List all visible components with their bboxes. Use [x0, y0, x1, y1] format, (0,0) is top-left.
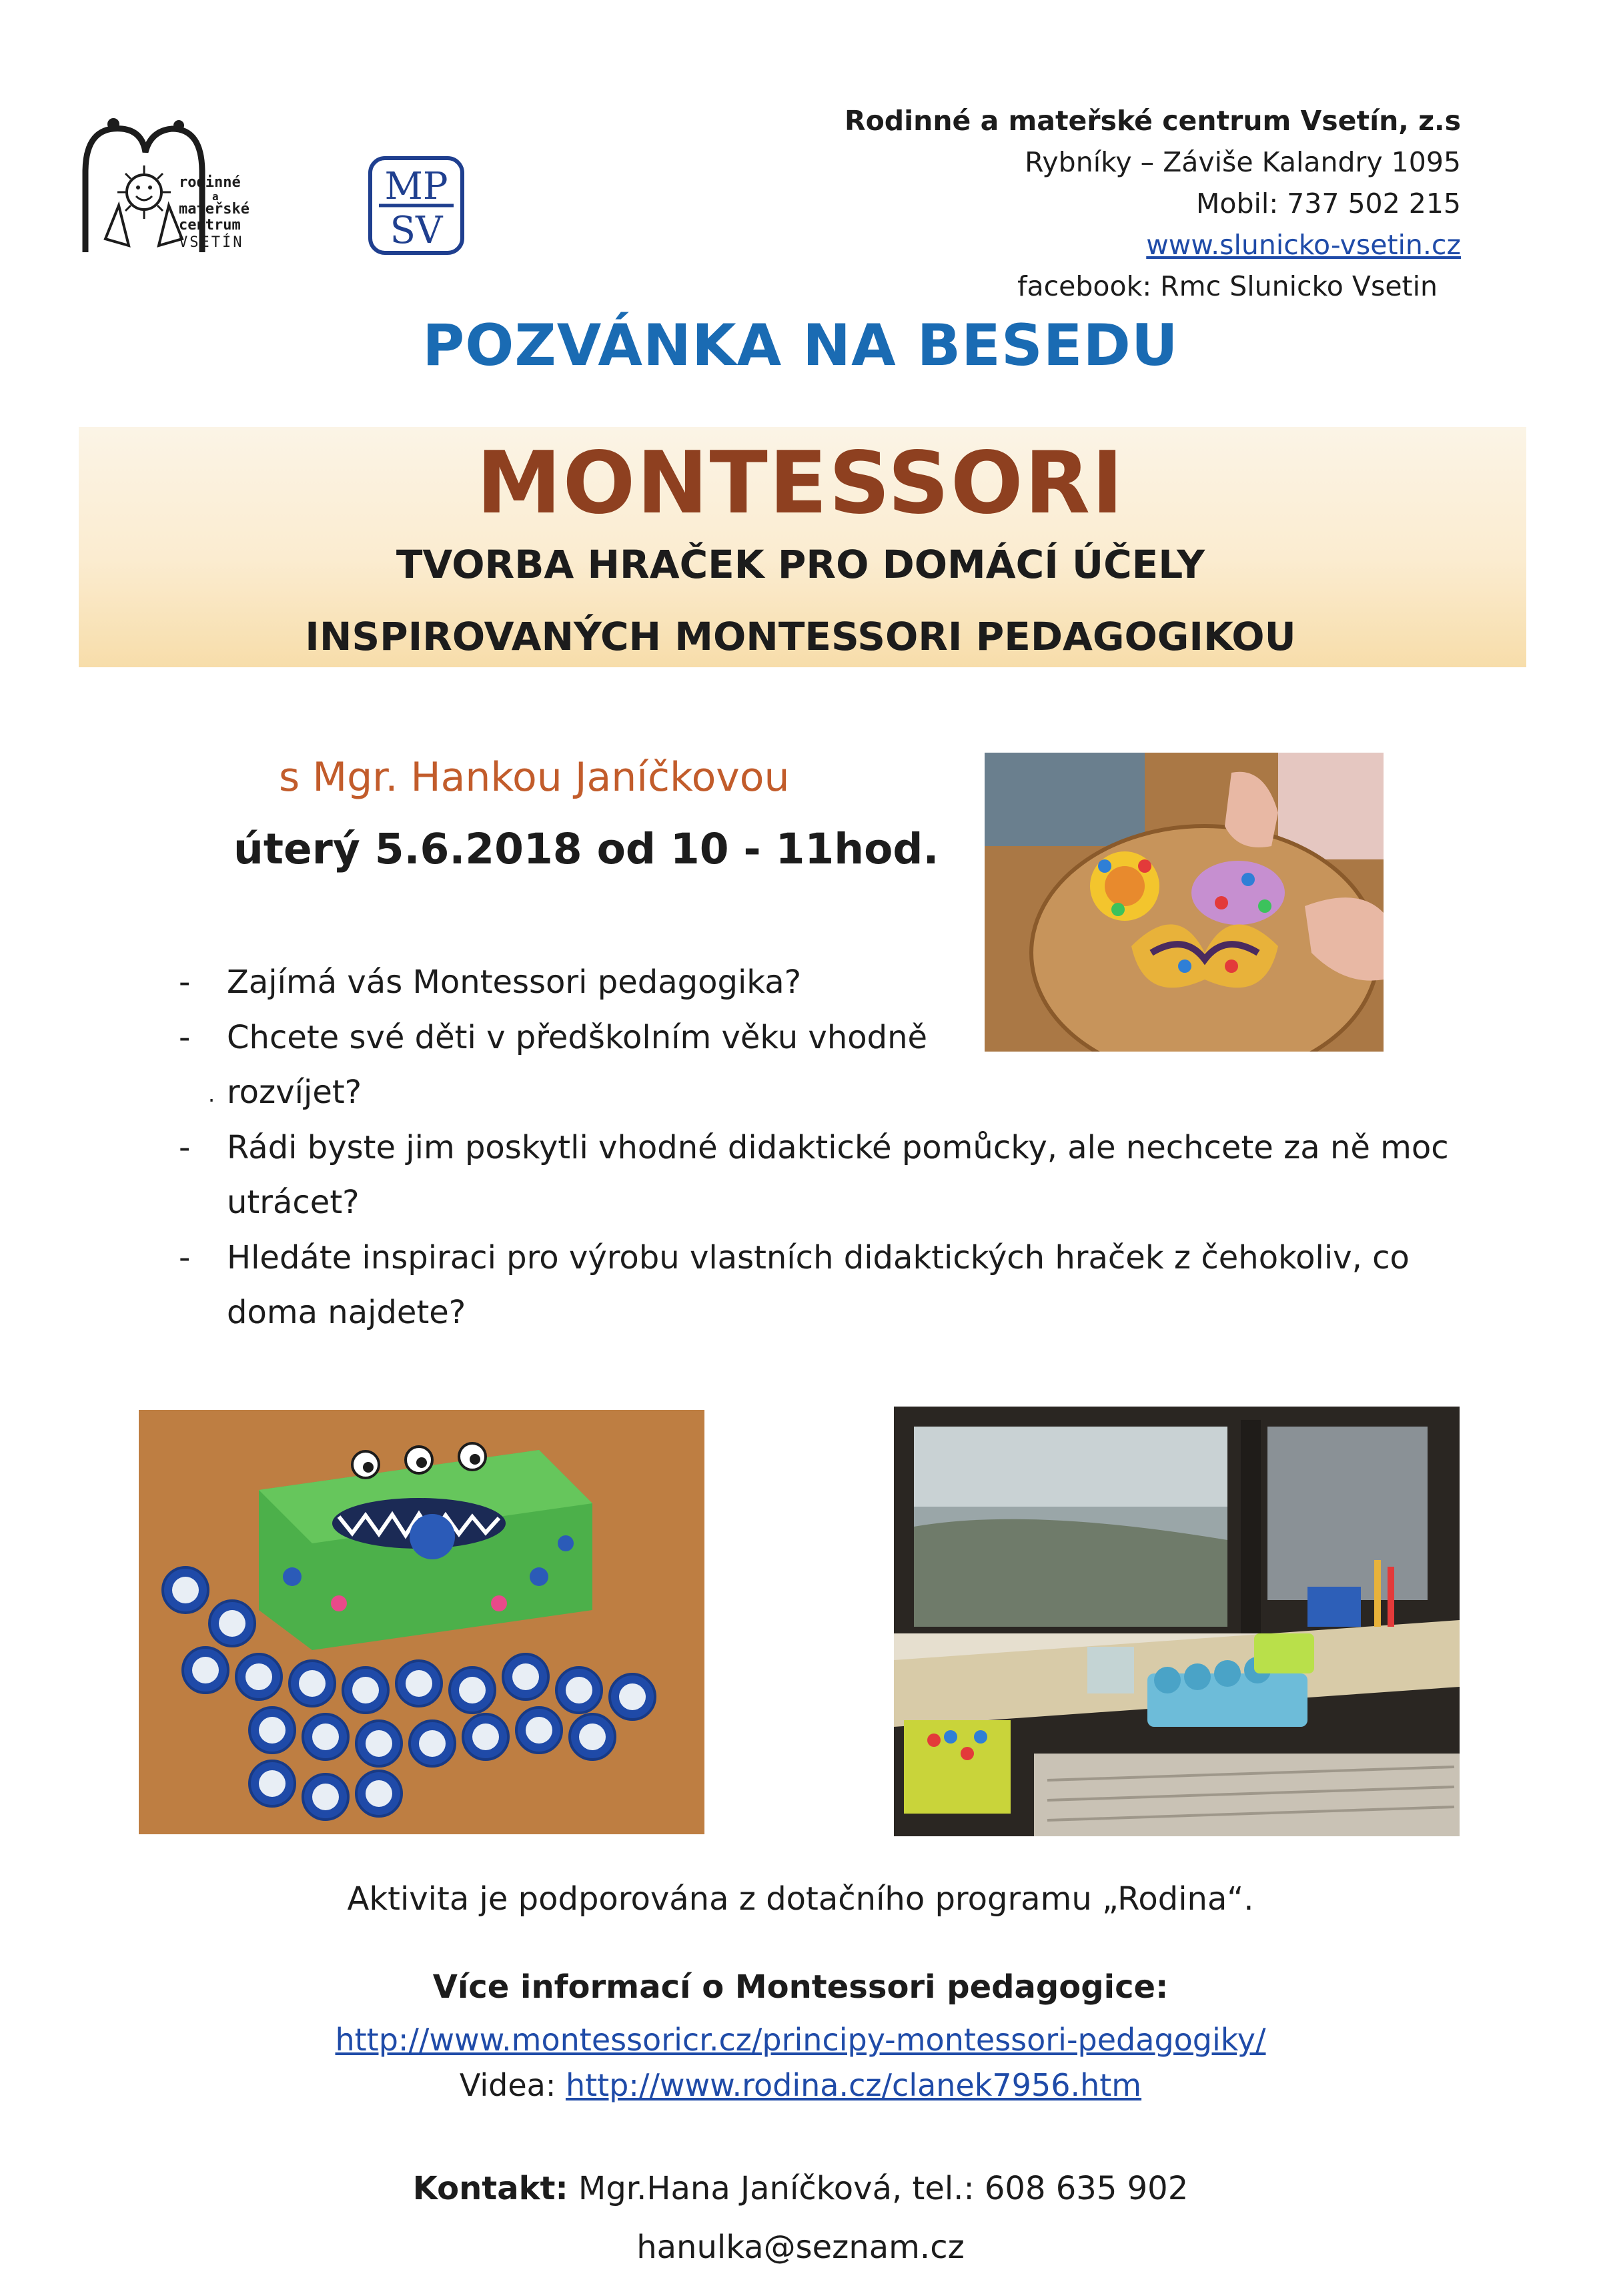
contact-label: Kontakt:: [412, 2170, 568, 2207]
logo-line-2: a: [212, 190, 219, 203]
contact-details: Mgr.Hana Janíčková, tel.: 608 635 902: [568, 2170, 1189, 2207]
mpsv-logo: [368, 156, 464, 255]
bullet-dash: -: [179, 1239, 191, 1276]
bullet-4-line-2: doma najdete?: [227, 1294, 466, 1331]
montessori-info-link[interactable]: http://www.montessoricr.cz/principy-montessori-pedagogiky/: [335, 2022, 1266, 2058]
org-address: Rybníky – Záviše Kalandry 1095: [1025, 146, 1461, 178]
org-website-link[interactable]: www.slunicko-vsetin.cz: [1146, 229, 1461, 261]
banner-title: MONTESSORI: [476, 434, 1125, 533]
logo-line-3: mateřské: [179, 201, 249, 218]
photo-monster-box-letter-caps: [139, 1410, 704, 1834]
video-line: [0, 2067, 1601, 2103]
more-info-title: Více informací o Montessori pedagogice:: [432, 1968, 1169, 2006]
logo-mpsv-top: MP: [384, 165, 448, 208]
org-mobile: Mobil: 737 502 215: [1196, 187, 1461, 220]
bullet-4-line-1: Hledáte inspiraci pro výrobu vlastních didaktických hraček z čehokoliv, co: [227, 1239, 1410, 1276]
contact-email: hanulka@seznam.cz: [636, 2229, 965, 2266]
org-facebook: facebook: Rmc Slunicko Vsetin: [1017, 270, 1438, 302]
support-note: Aktivita je podporována z dotačního programu „Rodina“.: [347, 1880, 1254, 1918]
logo-line-1: rodinné: [179, 174, 241, 191]
bullet-2-line-2: rozvíjet?: [227, 1074, 362, 1111]
bullet-dash: -: [179, 964, 191, 1001]
bullet-dash: -: [179, 1129, 191, 1166]
photo-cork-board-toy: [985, 753, 1384, 1052]
invite-title: POZVÁNKA NA BESEDU: [422, 312, 1179, 379]
photo-windowsill-materials: [894, 1407, 1460, 1836]
bullet-1: Zajímá vás Montessori pedagogika?: [227, 964, 802, 1001]
video-link[interactable]: http://www.rodina.cz/clanek7956.htm: [565, 2067, 1142, 2103]
bullet-3-line-1: Rádi byste jim poskytli vhodné didaktické pomůcky, ale nechcete za ně moc: [227, 1129, 1449, 1166]
logo-line-5: VSETÍN: [179, 234, 244, 251]
contact-line: [0, 2170, 1601, 2207]
logo-line-4: centrum: [179, 217, 241, 234]
rmc-vsetin-logo: [79, 112, 292, 266]
bullet-3-line-2: utrácet?: [227, 1184, 360, 1221]
event-date-time: úterý 5.6.2018 od 10 - 11hod.: [233, 825, 939, 873]
video-label: Videa:: [459, 2067, 566, 2103]
stray-mark: ·: [208, 1088, 215, 1113]
banner-subtitle-1: TVORBA HRAČEK PRO DOMÁCÍ ÚČELY: [396, 542, 1205, 587]
logo-mpsv-bottom: SV: [390, 209, 443, 252]
banner-subtitle-2: INSPIROVANÝCH MONTESSORI PEDAGOGIKOU: [305, 614, 1296, 659]
bullet-dash: -: [179, 1019, 191, 1056]
org-name: Rodinné a mateřské centrum Vsetín, z.s: [845, 105, 1461, 137]
presenter: s Mgr. Hankou Janíčkovou: [279, 754, 790, 801]
bullet-2-line-1: Chcete své děti v předškolním věku vhodně: [227, 1019, 928, 1056]
